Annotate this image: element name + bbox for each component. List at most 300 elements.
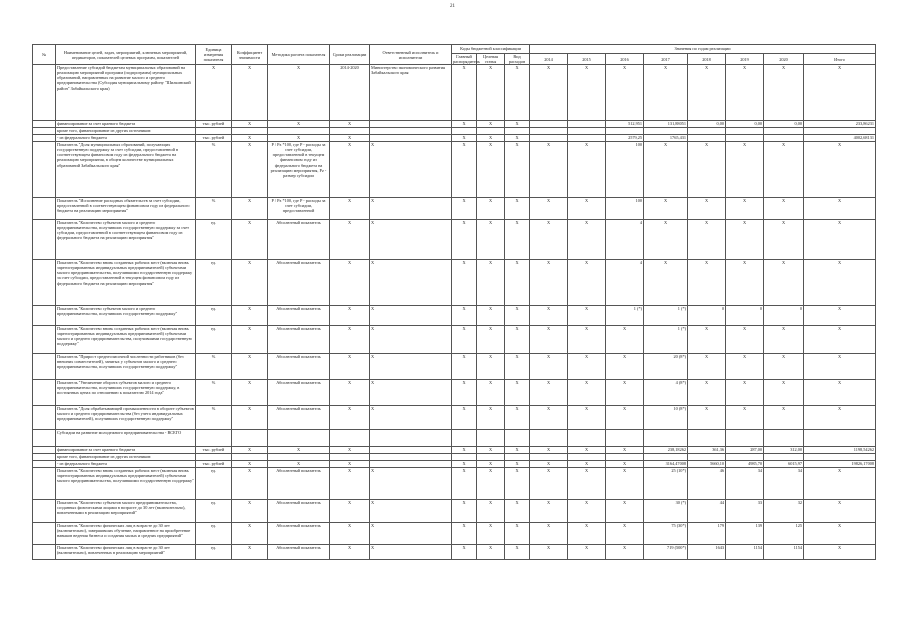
cell-period: X: [330, 461, 370, 468]
cell-y2015: X: [568, 142, 606, 198]
cell-y2014: [530, 135, 568, 142]
header-grbs: Главный распорядитель: [453, 54, 480, 65]
cell-y2016: X: [606, 447, 644, 454]
cell-period: X: [330, 354, 370, 380]
cell-period: X: [330, 380, 370, 406]
cell-y2015: X: [568, 65, 606, 121]
cell-unit: ед.: [196, 545, 232, 560]
cell-coef: [232, 454, 268, 461]
cell-num: [33, 447, 56, 454]
cell-total: X: [804, 142, 876, 198]
cell-expense-type: X: [505, 380, 530, 406]
cell-expense-type: X: [505, 468, 530, 500]
cell-y2015: X: [568, 326, 606, 354]
cell-name: Показатель "Количество субъектов малого и среднего предпринимательства, получивших государственную поддержку": [56, 306, 196, 326]
header-year-2015: 2015: [568, 54, 606, 65]
cell-num: [33, 523, 56, 545]
cell-method: Абсолютный показатель: [268, 500, 330, 523]
cell-y2017: 30 (*): [644, 500, 688, 523]
table-row: [33, 260, 876, 306]
cell-y2015: [568, 430, 606, 447]
cell-grbs: X: [452, 461, 477, 468]
cell-y2018: [688, 135, 726, 142]
cell-coef: X: [232, 121, 268, 128]
cell-method: X: [268, 135, 330, 142]
header-unit: Единица измерения показателя: [196, 45, 232, 65]
cell-y2015: X: [568, 447, 606, 454]
cell-y2017: 75 (30*): [644, 523, 688, 545]
cell-period: 2014-2020: [330, 65, 370, 121]
cell-target-article: X: [477, 121, 505, 128]
cell-y2015: X: [568, 468, 606, 500]
table-row: [33, 545, 876, 560]
cell-name: финансирование за счет краевого бюджета: [56, 447, 196, 454]
cell-y2016: [606, 430, 644, 447]
cell-y2015: X: [568, 220, 606, 260]
cell-executor: X: [370, 380, 452, 406]
cell-y2016: X: [606, 523, 644, 545]
cell-y2019: 139: [726, 523, 764, 545]
cell-period: X: [330, 198, 370, 220]
cell-num: [33, 500, 56, 523]
cell-y2020: X: [764, 220, 804, 260]
cell-unit: тыс. рублей: [196, 461, 232, 468]
cell-total: X: [804, 500, 876, 523]
cell-y2019: 287,00: [726, 447, 764, 454]
cell-executor: X: [370, 406, 452, 430]
cell-total: X: [804, 326, 876, 354]
cell-y2016: X: [606, 65, 644, 121]
cell-executor: [370, 461, 452, 468]
cell-y2020: 6015,97: [764, 461, 804, 468]
cell-y2014: X: [530, 523, 568, 545]
cell-num: [33, 430, 56, 447]
cell-y2015: [568, 135, 606, 142]
cell-y2016: 100: [606, 198, 644, 220]
cell-executor: X: [370, 545, 452, 560]
cell-y2018: 46: [688, 468, 726, 500]
cell-y2016: X: [606, 380, 644, 406]
cell-y2020: 0: [764, 306, 804, 326]
cell-period: X: [330, 326, 370, 354]
cell-period: X: [330, 220, 370, 260]
cell-unit: ед.: [196, 260, 232, 306]
cell-method: Абсолютный показатель: [268, 380, 330, 406]
cell-name: Показатель "Количество физических лиц в возрасте до 30 лет (включительно), завершивших обучение, направленное на приобретение навыков ведения бизнеса и создания малых и средних предприятий": [56, 523, 196, 545]
cell-name: Показатель "Количество физических лиц в возрасте до 30 лет (включительно), вовлеченных в реализацию мероприятий": [56, 545, 196, 560]
cell-grbs: X: [452, 121, 477, 128]
cell-grbs: [452, 430, 477, 447]
cell-coef: X: [232, 142, 268, 198]
program-table: [32, 44, 876, 560]
cell-y2017: 3164,47008: [644, 461, 688, 468]
cell-target-article: [477, 454, 505, 461]
cell-expense-type: X: [505, 500, 530, 523]
cell-y2016: [606, 454, 644, 461]
cell-target-article: X: [477, 354, 505, 380]
cell-y2014: [530, 454, 568, 461]
cell-target-article: X: [477, 523, 505, 545]
cell-unit: ед.: [196, 306, 232, 326]
cell-method: P / Pz *100, где P - расходы за счет субсидии, предоставленной: [268, 198, 330, 220]
cell-y2018: 44: [688, 500, 726, 523]
cell-y2020: 34: [764, 468, 804, 500]
cell-period: X: [330, 306, 370, 326]
cell-executor: X: [370, 326, 452, 354]
cell-y2014: X: [530, 545, 568, 560]
cell-y2020: [764, 454, 804, 461]
cell-expense-type: X: [505, 220, 530, 260]
cell-method: Абсолютный показатель: [268, 354, 330, 380]
cell-unit: %: [196, 380, 232, 406]
header-year-2017: 2017: [644, 54, 688, 65]
cell-grbs: X: [452, 306, 477, 326]
cell-y2019: X: [726, 326, 764, 354]
cell-y2019: [726, 430, 764, 447]
cell-y2018: X: [688, 65, 726, 121]
table-row: [33, 306, 876, 326]
cell-executor: [370, 135, 452, 142]
cell-y2020: 312,00: [764, 447, 804, 454]
cell-grbs: X: [452, 142, 477, 198]
cell-coef: X: [232, 523, 268, 545]
cell-name: - из федерального бюджета: [56, 461, 196, 468]
cell-coef: [232, 430, 268, 447]
cell-y2015: [568, 121, 606, 128]
cell-unit: [196, 128, 232, 135]
cell-coef: X: [232, 545, 268, 560]
cell-grbs: X: [452, 65, 477, 121]
cell-method: Абсолютный показатель: [268, 545, 330, 560]
cell-y2017: 1 (*): [644, 326, 688, 354]
cell-executor: [370, 121, 452, 128]
header-year-2019: 2019: [726, 54, 764, 65]
cell-y2018: X: [688, 380, 726, 406]
cell-y2017: 25 (10*): [644, 468, 688, 500]
cell-coef: X: [232, 306, 268, 326]
cell-target-article: X: [477, 142, 505, 198]
cell-y2018: [688, 128, 726, 135]
cell-y2017: X: [644, 220, 688, 260]
cell-y2015: [568, 454, 606, 461]
header-year-2020: 2020: [764, 54, 804, 65]
cell-coef: X: [232, 468, 268, 500]
cell-y2016: 2579,25: [606, 135, 644, 142]
cell-y2019: X: [726, 198, 764, 220]
cell-y2018: 361,36: [688, 447, 726, 454]
table-row: [33, 128, 876, 135]
header-method: Методика расчета показателя: [268, 45, 330, 65]
cell-unit: [196, 430, 232, 447]
cell-y2018: 1643: [688, 545, 726, 560]
cell-y2018: X: [688, 326, 726, 354]
cell-total: X: [804, 260, 876, 306]
cell-target-article: X: [477, 380, 505, 406]
cell-num: [33, 468, 56, 500]
cell-y2020: X: [764, 198, 804, 220]
cell-y2014: [530, 121, 568, 128]
cell-method: Абсолютный показатель: [268, 306, 330, 326]
cell-unit: ед.: [196, 500, 232, 523]
cell-y2019: [726, 135, 764, 142]
cell-y2017: 4 (8*): [644, 380, 688, 406]
cell-y2016: 4: [606, 260, 644, 306]
cell-period: X: [330, 447, 370, 454]
cell-target-article: X: [477, 461, 505, 468]
cell-name: финансирование за счет краевого бюджета: [56, 121, 196, 128]
cell-expense-type: X: [505, 198, 530, 220]
cell-total: X: [804, 306, 876, 326]
cell-y2014: X: [530, 198, 568, 220]
cell-y2020: 125: [764, 523, 804, 545]
cell-y2015: X: [568, 545, 606, 560]
cell-expense-type: X: [505, 523, 530, 545]
cell-y2016: X: [606, 461, 644, 468]
cell-y2020: X: [764, 380, 804, 406]
cell-y2014: X: [530, 65, 568, 121]
cell-grbs: X: [452, 545, 477, 560]
cell-y2019: X: [726, 260, 764, 306]
cell-num: [33, 461, 56, 468]
cell-grbs: X: [452, 380, 477, 406]
cell-executor: X: [370, 198, 452, 220]
cell-coef: X: [232, 380, 268, 406]
cell-y2020: X: [764, 142, 804, 198]
cell-y2018: X: [688, 198, 726, 220]
table-header: [33, 45, 876, 65]
cell-y2020: 1154: [764, 545, 804, 560]
cell-method: Абсолютный показатель: [268, 406, 330, 430]
cell-y2016: X: [606, 468, 644, 500]
cell-y2018: 0,00: [688, 121, 726, 128]
cell-method: X: [268, 65, 330, 121]
cell-y2015: X: [568, 523, 606, 545]
header-year-2016: 2016: [606, 54, 644, 65]
cell-name: - из федерального бюджета: [56, 135, 196, 142]
cell-y2015: X: [568, 354, 606, 380]
cell-total: X: [804, 380, 876, 406]
cell-y2020: X: [764, 406, 804, 430]
cell-y2017: 1 (*): [644, 306, 688, 326]
cell-name: Показатель "Количество субъектов малого и среднего предпринимательства, получивших государственную поддержку за счет субсидии, предоставленной в соответствующем финансовом году из федерального бюджета на реализацию мероприятия": [56, 220, 196, 260]
cell-y2019: X: [726, 406, 764, 430]
table-row: [33, 406, 876, 430]
cell-period: X: [330, 121, 370, 128]
cell-y2018: X: [688, 260, 726, 306]
cell-total: X: [804, 354, 876, 380]
page-number: 21: [450, 4, 455, 9]
cell-y2019: 4985,70: [726, 461, 764, 468]
cell-name: кроме того, финансирование из других источников:: [56, 454, 196, 461]
cell-coef: X: [232, 500, 268, 523]
cell-executor: X: [370, 500, 452, 523]
cell-executor: [370, 447, 452, 454]
cell-executor: X: [370, 220, 452, 260]
cell-y2017: X: [644, 198, 688, 220]
table-row: [33, 121, 876, 128]
cell-y2020: X: [764, 260, 804, 306]
cell-y2015: X: [568, 260, 606, 306]
cell-coef: X: [232, 447, 268, 454]
table-row: [33, 220, 876, 260]
cell-name: Показатель "Количество вновь созданных рабочих мест (включая вновь зарегистрированных индивидуальных предпринимателей) субъектами малого предпринимательства, получившими государственную поддержку": [56, 468, 196, 500]
cell-expense-type: [505, 454, 530, 461]
cell-num: [33, 380, 56, 406]
cell-y2020: [764, 128, 804, 135]
cell-y2019: 33: [726, 500, 764, 523]
cell-name: Показатель "Доля муниципальных образований, получающих государственную поддержку за счет субсидии, предоставленной в соответствующем финансовом году из федерального бюджета на реализацию мероприятия, в общем количестве муниципальных образований Забайкальского края": [56, 142, 196, 198]
cell-expense-type: X: [505, 306, 530, 326]
cell-total: 19826,17008: [804, 461, 876, 468]
cell-name: Показатель "Количество вновь созданных рабочих мест (включая вновь зарегистрированных индивидуальных предпринимателей) субъектами малого и среднего предпринимательства, получившими государственную поддержку": [56, 326, 196, 354]
table-row: [33, 454, 876, 461]
table-row: [33, 326, 876, 354]
cell-y2018: X: [688, 406, 726, 430]
cell-num: [33, 198, 56, 220]
cell-y2019: 0: [726, 306, 764, 326]
cell-unit: тыс. рублей: [196, 135, 232, 142]
cell-y2014: X: [530, 260, 568, 306]
cell-y2017: [644, 454, 688, 461]
cell-y2015: X: [568, 500, 606, 523]
cell-period: X: [330, 406, 370, 430]
cell-total: X: [804, 406, 876, 430]
cell-total: 4002,68131: [804, 135, 876, 142]
cell-coef: X: [232, 406, 268, 430]
cell-period: [330, 128, 370, 135]
cell-unit: ед.: [196, 523, 232, 545]
cell-grbs: X: [452, 500, 477, 523]
cell-target-article: [477, 128, 505, 135]
cell-executor: Министерство экономического развития Забайкальского края: [370, 65, 452, 121]
cell-y2017: 131,88051: [644, 121, 688, 128]
cell-method: X: [268, 447, 330, 454]
cell-expense-type: X: [505, 260, 530, 306]
cell-name: Показатель "Исполнение расходных обязательств за счет субсидии, предоставленной в соответствующем финансовом году из федерального бюджета на реализацию мероприятия": [56, 198, 196, 220]
cell-grbs: X: [452, 523, 477, 545]
table-row: [33, 430, 876, 447]
cell-y2015: X: [568, 406, 606, 430]
cell-expense-type: X: [505, 142, 530, 198]
cell-y2016: X: [606, 545, 644, 560]
cell-unit: ед.: [196, 220, 232, 260]
cell-y2019: [726, 454, 764, 461]
cell-total: X: [804, 220, 876, 260]
cell-period: X: [330, 135, 370, 142]
cell-num: [33, 545, 56, 560]
cell-method: [268, 128, 330, 135]
cell-num: [33, 306, 56, 326]
header-year-2018: 2018: [688, 54, 726, 65]
cell-name: Показатель "Прирост среднесписочной численности работников (без внешних совместителей), занятых у субъектов малого и среднего предпринимательства, получивших государственную поддержку": [56, 354, 196, 380]
cell-y2016: 100: [606, 142, 644, 198]
cell-executor: X: [370, 523, 452, 545]
cell-y2018: X: [688, 354, 726, 380]
cell-period: [330, 430, 370, 447]
table-body: [33, 65, 876, 560]
cell-method: Абсолютный показатель: [268, 220, 330, 260]
cell-y2018: 179: [688, 523, 726, 545]
cell-target-article: X: [477, 260, 505, 306]
cell-y2020: [764, 135, 804, 142]
cell-expense-type: X: [505, 354, 530, 380]
cell-grbs: X: [452, 468, 477, 500]
cell-expense-type: X: [505, 135, 530, 142]
cell-y2020: X: [764, 354, 804, 380]
cell-grbs: X: [452, 326, 477, 354]
cell-total: [804, 128, 876, 135]
cell-name: Показатель "Количество вновь созданных рабочих мест (включая вновь зарегистрированных индивидуальных предпринимателей) субъектами малого предпринимательства, получившими государственную поддержку за счет субсидии, предоставленной в текущем финансовом году из федерального бюджета на реализацию мероприятия": [56, 260, 196, 306]
cell-expense-type: [505, 430, 530, 447]
cell-target-article: X: [477, 198, 505, 220]
cell-executor: [370, 128, 452, 135]
cell-method: Абсолютный показатель: [268, 523, 330, 545]
cell-period: X: [330, 142, 370, 198]
cell-y2019: 1154: [726, 545, 764, 560]
cell-total: X: [804, 198, 876, 220]
table-row: [33, 461, 876, 468]
cell-executor: X: [370, 260, 452, 306]
cell-y2016: 1 (*): [606, 306, 644, 326]
cell-y2017: [644, 430, 688, 447]
cell-period: X: [330, 468, 370, 500]
cell-y2019: X: [726, 220, 764, 260]
header-total: Итого: [804, 54, 876, 65]
cell-coef: X: [232, 260, 268, 306]
cell-unit: X: [196, 65, 232, 121]
header-executor: Ответственный исполнитель и исполнители: [370, 45, 452, 65]
cell-expense-type: X: [505, 461, 530, 468]
cell-target-article: X: [477, 220, 505, 260]
cell-total: 1198,54262: [804, 447, 876, 454]
table-row: [33, 135, 876, 142]
cell-total: X: [804, 65, 876, 121]
cell-target-article: X: [477, 306, 505, 326]
cell-executor: X: [370, 354, 452, 380]
cell-y2014: X: [530, 142, 568, 198]
cell-unit: [196, 454, 232, 461]
cell-unit: тыс. рублей: [196, 121, 232, 128]
cell-target-article: X: [477, 135, 505, 142]
cell-y2014: X: [530, 461, 568, 468]
cell-y2019: [726, 128, 764, 135]
cell-y2020: 32: [764, 500, 804, 523]
cell-expense-type: X: [505, 65, 530, 121]
cell-grbs: X: [452, 354, 477, 380]
cell-method: [268, 430, 330, 447]
cell-method: X: [268, 121, 330, 128]
cell-expense-type: X: [505, 447, 530, 454]
cell-target-article: X: [477, 500, 505, 523]
cell-method: X: [268, 461, 330, 468]
cell-num: [33, 354, 56, 380]
header-expense-type: Вид расходов: [505, 54, 530, 65]
cell-y2016: X: [606, 354, 644, 380]
cell-total: [804, 430, 876, 447]
cell-method: [268, 454, 330, 461]
cell-executor: [370, 454, 452, 461]
cell-target-article: [477, 430, 505, 447]
cell-y2018: 5660,10: [688, 461, 726, 468]
cell-total: X: [804, 523, 876, 545]
cell-y2017: 238,18262: [644, 447, 688, 454]
cell-unit: %: [196, 354, 232, 380]
cell-grbs: X: [452, 406, 477, 430]
cell-num: [33, 260, 56, 306]
cell-y2018: 0: [688, 306, 726, 326]
cell-name: Показатель "Количество субъектов малого предпринимательства, созданных физическими лицами в возрасте до 30 лет (включительно), вовлеченными в реализацию мероприятий": [56, 500, 196, 523]
header-name: Наименование целей, задач, мероприятий, ключевых мероприятий, индикаторов, показателей целевых программ, показателей: [56, 45, 196, 65]
